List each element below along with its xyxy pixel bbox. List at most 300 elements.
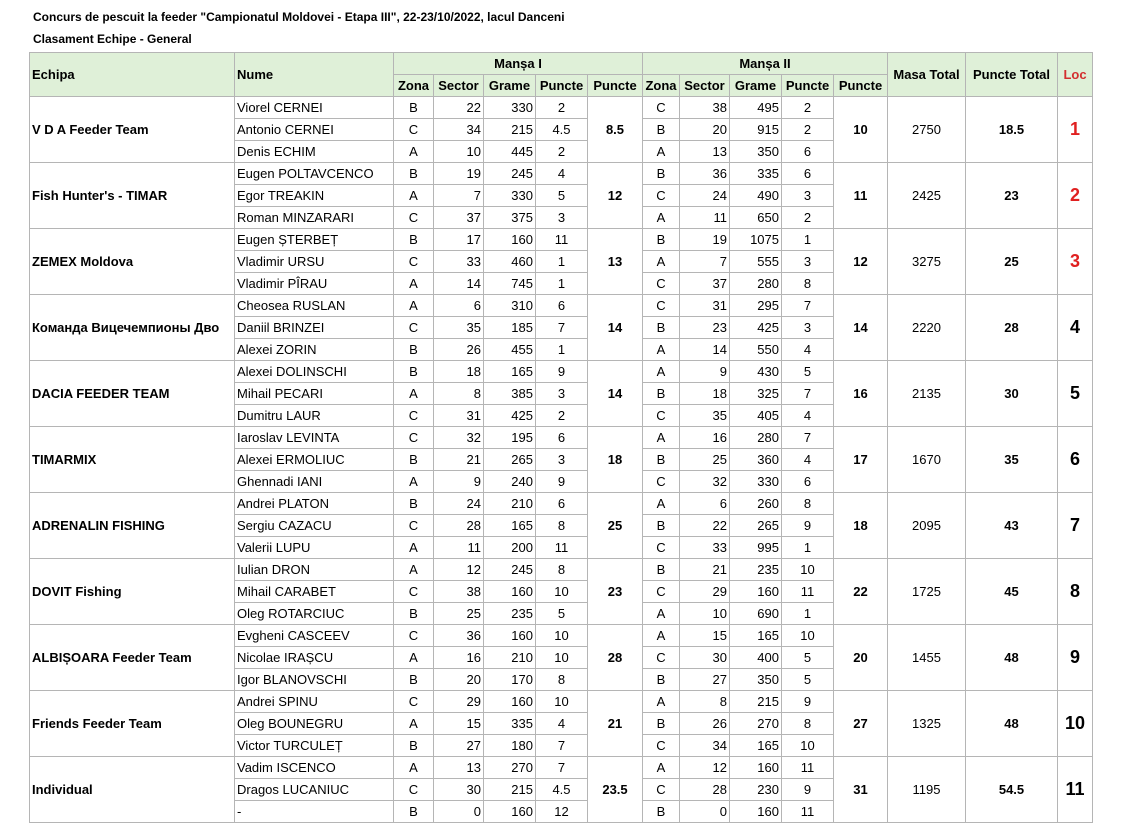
r2-zona: C [643,735,680,757]
r1-grame: 210 [484,647,536,669]
r1-zona: A [394,537,434,559]
angler-name: - [235,801,394,823]
r1-sector: 31 [434,405,484,427]
r1-grame: 160 [484,581,536,603]
r2-grame: 1075 [730,229,782,251]
r1-zona: A [394,185,434,207]
r1-zona: A [394,471,434,493]
r1-zona: B [394,361,434,383]
r1-sector: 12 [434,559,484,581]
r2-team-puncte: 17 [834,427,888,493]
team-name: Friends Feeder Team [30,691,235,757]
r2-zona: A [643,625,680,647]
r1-puncte: 5 [536,185,588,207]
r2-grame: 400 [730,647,782,669]
r1-sector: 0 [434,801,484,823]
r1-zona: C [394,691,434,713]
r1-puncte: 10 [536,647,588,669]
col-header-round1: Manșa I [394,53,643,75]
col-header-team: Echipa [30,53,235,97]
r2-puncte: 2 [782,207,834,229]
r1-puncte: 6 [536,493,588,515]
r2-sector: 28 [680,779,730,801]
r2-team-puncte: 22 [834,559,888,625]
masa-total: 1670 [888,427,966,493]
r1-grame: 240 [484,471,536,493]
r2-team-puncte: 18 [834,493,888,559]
r2-puncte: 8 [782,273,834,295]
r2-puncte: 1 [782,537,834,559]
r2-grame: 160 [730,581,782,603]
r2-grame: 995 [730,537,782,559]
r2-puncte: 5 [782,669,834,691]
angler-name: Oleg ROTARCIUC [235,603,394,625]
r1-sector: 7 [434,185,484,207]
r2-sector: 27 [680,669,730,691]
r1-grame: 165 [484,515,536,537]
r1-sector: 13 [434,757,484,779]
r2-zona: C [643,295,680,317]
angler-name: Daniil BRINZEI [235,317,394,339]
r2-sector: 16 [680,427,730,449]
r1-sector: 14 [434,273,484,295]
r1-zona: C [394,427,434,449]
table-row [30,361,1093,383]
r2-sector: 7 [680,251,730,273]
angler-name: Victor TURCULEȚ [235,735,394,757]
r2-grame: 160 [730,757,782,779]
r2-grame: 265 [730,515,782,537]
r2-grame: 350 [730,141,782,163]
col-header-r2-grame: Grame [730,75,782,97]
r1-grame: 265 [484,449,536,471]
loc-rank: 4 [1058,295,1093,361]
col-header-r2-sector: Sector [680,75,730,97]
angler-name: Eugen ȘTERBEȚ [235,229,394,251]
r2-sector: 13 [680,141,730,163]
masa-total: 1455 [888,625,966,691]
r1-team-puncte: 12 [588,163,643,229]
angler-name: Egor TREAKIN [235,185,394,207]
r1-grame: 245 [484,163,536,185]
loc-rank: 10 [1058,691,1093,757]
r1-sector: 19 [434,163,484,185]
r1-grame: 160 [484,691,536,713]
loc-rank: 6 [1058,427,1093,493]
table-row [30,493,1093,515]
r1-grame: 245 [484,559,536,581]
r1-puncte: 8 [536,669,588,691]
r2-puncte: 4 [782,449,834,471]
r1-grame: 165 [484,361,536,383]
r2-puncte: 9 [782,691,834,713]
r1-grame: 445 [484,141,536,163]
r2-zona: B [643,229,680,251]
r1-grame: 215 [484,119,536,141]
r2-grame: 280 [730,273,782,295]
angler-name: Cheosea RUSLAN [235,295,394,317]
r2-zona: C [643,97,680,119]
r2-zona: A [643,603,680,625]
team-name: TIMARMIX [30,427,235,493]
col-header-puncte-total: Puncte Total [966,53,1058,97]
r2-grame: 165 [730,735,782,757]
r1-puncte: 7 [536,757,588,779]
r2-puncte: 4 [782,339,834,361]
r2-grame: 405 [730,405,782,427]
r2-puncte: 10 [782,559,834,581]
r2-grame: 915 [730,119,782,141]
r2-sector: 22 [680,515,730,537]
r2-grame: 360 [730,449,782,471]
r1-puncte: 4 [536,163,588,185]
r1-team-puncte: 14 [588,295,643,361]
team-name: Individual [30,757,235,823]
r1-zona: B [394,339,434,361]
r2-zona: A [643,427,680,449]
r1-team-puncte: 28 [588,625,643,691]
r2-puncte: 10 [782,625,834,647]
r1-grame: 235 [484,603,536,625]
masa-total: 2425 [888,163,966,229]
r1-grame: 160 [484,625,536,647]
r1-sector: 9 [434,471,484,493]
puncte-total: 35 [966,427,1058,493]
r1-sector: 30 [434,779,484,801]
col-header-r1-team-puncte: Puncte [588,75,643,97]
puncte-total: 54.5 [966,757,1058,823]
masa-total: 3275 [888,229,966,295]
col-header-loc: Loc [1058,53,1093,97]
r2-zona: A [643,207,680,229]
r2-zona: A [643,251,680,273]
loc-rank: 2 [1058,163,1093,229]
r2-grame: 350 [730,669,782,691]
r2-zona: B [643,383,680,405]
loc-rank: 9 [1058,625,1093,691]
r1-puncte: 8 [536,515,588,537]
team-name: ALBIȘOARA Feeder Team [30,625,235,691]
r2-sector: 19 [680,229,730,251]
r1-sector: 29 [434,691,484,713]
r2-puncte: 3 [782,185,834,207]
r1-team-puncte: 14 [588,361,643,427]
r2-puncte: 11 [782,801,834,823]
r1-sector: 10 [434,141,484,163]
table-row [30,97,1093,119]
col-header-r2-zona: Zona [643,75,680,97]
r2-grame: 425 [730,317,782,339]
r2-zona: A [643,361,680,383]
r1-grame: 425 [484,405,536,427]
r2-zona: B [643,449,680,471]
r2-team-puncte: 16 [834,361,888,427]
r1-zona: A [394,647,434,669]
team-name: ZEMEX Moldova [30,229,235,295]
table-row [30,625,1093,647]
r1-puncte: 3 [536,449,588,471]
r2-sector: 34 [680,735,730,757]
r2-zona: C [643,581,680,603]
r1-puncte: 2 [536,97,588,119]
r2-sector: 25 [680,449,730,471]
r2-zona: A [643,493,680,515]
r1-puncte: 9 [536,361,588,383]
r2-sector: 20 [680,119,730,141]
angler-name: Igor BLANOVSCHI [235,669,394,691]
r1-zona: C [394,207,434,229]
r1-sector: 37 [434,207,484,229]
loc-rank: 7 [1058,493,1093,559]
r2-grame: 215 [730,691,782,713]
angler-name: Alexei ZORIN [235,339,394,361]
r1-grame: 200 [484,537,536,559]
r2-zona: B [643,119,680,141]
r2-puncte: 1 [782,229,834,251]
r1-sector: 15 [434,713,484,735]
r2-team-puncte: 10 [834,97,888,163]
r2-zona: C [643,273,680,295]
r1-sector: 6 [434,295,484,317]
r1-zona: C [394,779,434,801]
r1-grame: 460 [484,251,536,273]
angler-name: Andrei SPINU [235,691,394,713]
angler-name: Valerii LUPU [235,537,394,559]
r2-puncte: 7 [782,427,834,449]
r2-sector: 38 [680,97,730,119]
r1-sector: 22 [434,97,484,119]
r1-zona: B [394,493,434,515]
r1-grame: 160 [484,229,536,251]
r1-sector: 21 [434,449,484,471]
r2-grame: 690 [730,603,782,625]
r2-grame: 325 [730,383,782,405]
puncte-total: 18.5 [966,97,1058,163]
r2-zona: C [643,471,680,493]
r1-puncte: 4 [536,713,588,735]
r2-zona: C [643,779,680,801]
r1-puncte: 4.5 [536,119,588,141]
col-header-r2-puncte: Puncte [782,75,834,97]
r1-puncte: 7 [536,317,588,339]
r1-sector: 28 [434,515,484,537]
r1-puncte: 1 [536,273,588,295]
r1-sector: 36 [434,625,484,647]
r1-team-puncte: 13 [588,229,643,295]
r2-puncte: 3 [782,251,834,273]
r2-zona: A [643,757,680,779]
r2-zona: B [643,515,680,537]
table-row [30,295,1093,317]
angler-name: Ghennadi IANI [235,471,394,493]
r1-puncte: 2 [536,141,588,163]
r2-puncte: 9 [782,515,834,537]
masa-total: 2135 [888,361,966,427]
col-header-name: Nume [235,53,394,97]
col-header-r1-sector: Sector [434,75,484,97]
angler-name: Mihail CARABET [235,581,394,603]
r2-zona: A [643,339,680,361]
table-row [30,427,1093,449]
r1-puncte: 7 [536,735,588,757]
r1-puncte: 10 [536,691,588,713]
angler-name: Alexei DOLINSCHI [235,361,394,383]
r1-puncte: 9 [536,471,588,493]
r1-zona: A [394,273,434,295]
r1-zona: A [394,757,434,779]
r1-puncte: 1 [536,251,588,273]
masa-total: 1195 [888,757,966,823]
r1-zona: C [394,405,434,427]
r2-sector: 32 [680,471,730,493]
r2-sector: 9 [680,361,730,383]
r2-sector: 21 [680,559,730,581]
r2-grame: 330 [730,471,782,493]
r1-puncte: 1 [536,339,588,361]
r1-zona: B [394,449,434,471]
r2-puncte: 2 [782,97,834,119]
puncte-total: 28 [966,295,1058,361]
loc-rank: 5 [1058,361,1093,427]
r2-puncte: 3 [782,317,834,339]
r1-puncte: 6 [536,427,588,449]
standings-table [29,52,1093,823]
r1-sector: 35 [434,317,484,339]
r2-grame: 650 [730,207,782,229]
r1-team-puncte: 21 [588,691,643,757]
angler-name: Mihail PECARI [235,383,394,405]
angler-name: Iulian DRON [235,559,394,581]
col-header-round2: Manșa II [643,53,888,75]
loc-rank: 1 [1058,97,1093,163]
angler-name: Alexei ERMOLIUC [235,449,394,471]
r2-sector: 12 [680,757,730,779]
r2-sector: 8 [680,691,730,713]
r2-puncte: 9 [782,779,834,801]
r2-grame: 235 [730,559,782,581]
masa-total: 2095 [888,493,966,559]
r1-puncte: 8 [536,559,588,581]
standings-body [30,97,1093,823]
r1-grame: 210 [484,493,536,515]
r2-sector: 26 [680,713,730,735]
r1-zona: A [394,141,434,163]
team-name: ADRENALIN FISHING [30,493,235,559]
r2-sector: 6 [680,493,730,515]
page-subtitle: Clasament Echipe - General [33,32,192,46]
r1-puncte: 4.5 [536,779,588,801]
r1-zona: A [394,713,434,735]
r1-zona: C [394,317,434,339]
r1-sector: 32 [434,427,484,449]
r1-puncte: 3 [536,207,588,229]
r2-sector: 15 [680,625,730,647]
r2-puncte: 11 [782,581,834,603]
r2-zona: C [643,647,680,669]
r1-sector: 38 [434,581,484,603]
angler-name: Antonio CERNEI [235,119,394,141]
r1-zona: C [394,581,434,603]
r2-sector: 33 [680,537,730,559]
r1-grame: 185 [484,317,536,339]
col-header-r1-puncte: Puncte [536,75,588,97]
r1-puncte: 11 [536,537,588,559]
r2-grame: 430 [730,361,782,383]
r1-zona: B [394,163,434,185]
r2-puncte: 11 [782,757,834,779]
r2-grame: 490 [730,185,782,207]
team-name: DACIA FEEDER TEAM [30,361,235,427]
col-header-r1-zona: Zona [394,75,434,97]
r2-puncte: 6 [782,471,834,493]
r2-sector: 14 [680,339,730,361]
angler-name: Dumitru LAUR [235,405,394,427]
r1-grame: 745 [484,273,536,295]
r2-grame: 160 [730,801,782,823]
r2-zona: B [643,669,680,691]
r2-puncte: 1 [782,603,834,625]
r2-puncte: 10 [782,735,834,757]
angler-name: Andrei PLATON [235,493,394,515]
r2-team-puncte: 31 [834,757,888,823]
puncte-total: 48 [966,691,1058,757]
angler-name: Iaroslav LEVINTA [235,427,394,449]
r1-zona: B [394,603,434,625]
puncte-total: 43 [966,493,1058,559]
r1-puncte: 2 [536,405,588,427]
r2-zona: B [643,801,680,823]
r2-grame: 230 [730,779,782,801]
loc-rank: 3 [1058,229,1093,295]
r2-sector: 35 [680,405,730,427]
angler-name: Denis ECHIM [235,141,394,163]
r2-grame: 270 [730,713,782,735]
r1-sector: 27 [434,735,484,757]
col-header-r2-team-puncte: Puncte [834,75,888,97]
r1-zona: C [394,625,434,647]
r1-zona: C [394,515,434,537]
col-header-r1-grame: Grame [484,75,536,97]
r2-grame: 555 [730,251,782,273]
puncte-total: 48 [966,625,1058,691]
r1-team-puncte: 23.5 [588,757,643,823]
team-name: DOVIT Fishing [30,559,235,625]
r2-puncte: 7 [782,295,834,317]
r2-zona: C [643,405,680,427]
r1-puncte: 3 [536,383,588,405]
r1-zona: A [394,383,434,405]
r1-sector: 16 [434,647,484,669]
r1-zona: C [394,251,434,273]
team-name: V D A Feeder Team [30,97,235,163]
r2-puncte: 6 [782,163,834,185]
r2-zona: A [643,691,680,713]
r2-sector: 24 [680,185,730,207]
r2-grame: 280 [730,427,782,449]
r1-sector: 34 [434,119,484,141]
r1-sector: 26 [434,339,484,361]
r2-team-puncte: 11 [834,163,888,229]
r2-grame: 495 [730,97,782,119]
r1-sector: 8 [434,383,484,405]
masa-total: 1325 [888,691,966,757]
angler-name: Oleg BOUNEGRU [235,713,394,735]
r1-puncte: 11 [536,229,588,251]
angler-name: Sergiu CAZACU [235,515,394,537]
r1-grame: 335 [484,713,536,735]
r1-puncte: 5 [536,603,588,625]
r2-sector: 37 [680,273,730,295]
